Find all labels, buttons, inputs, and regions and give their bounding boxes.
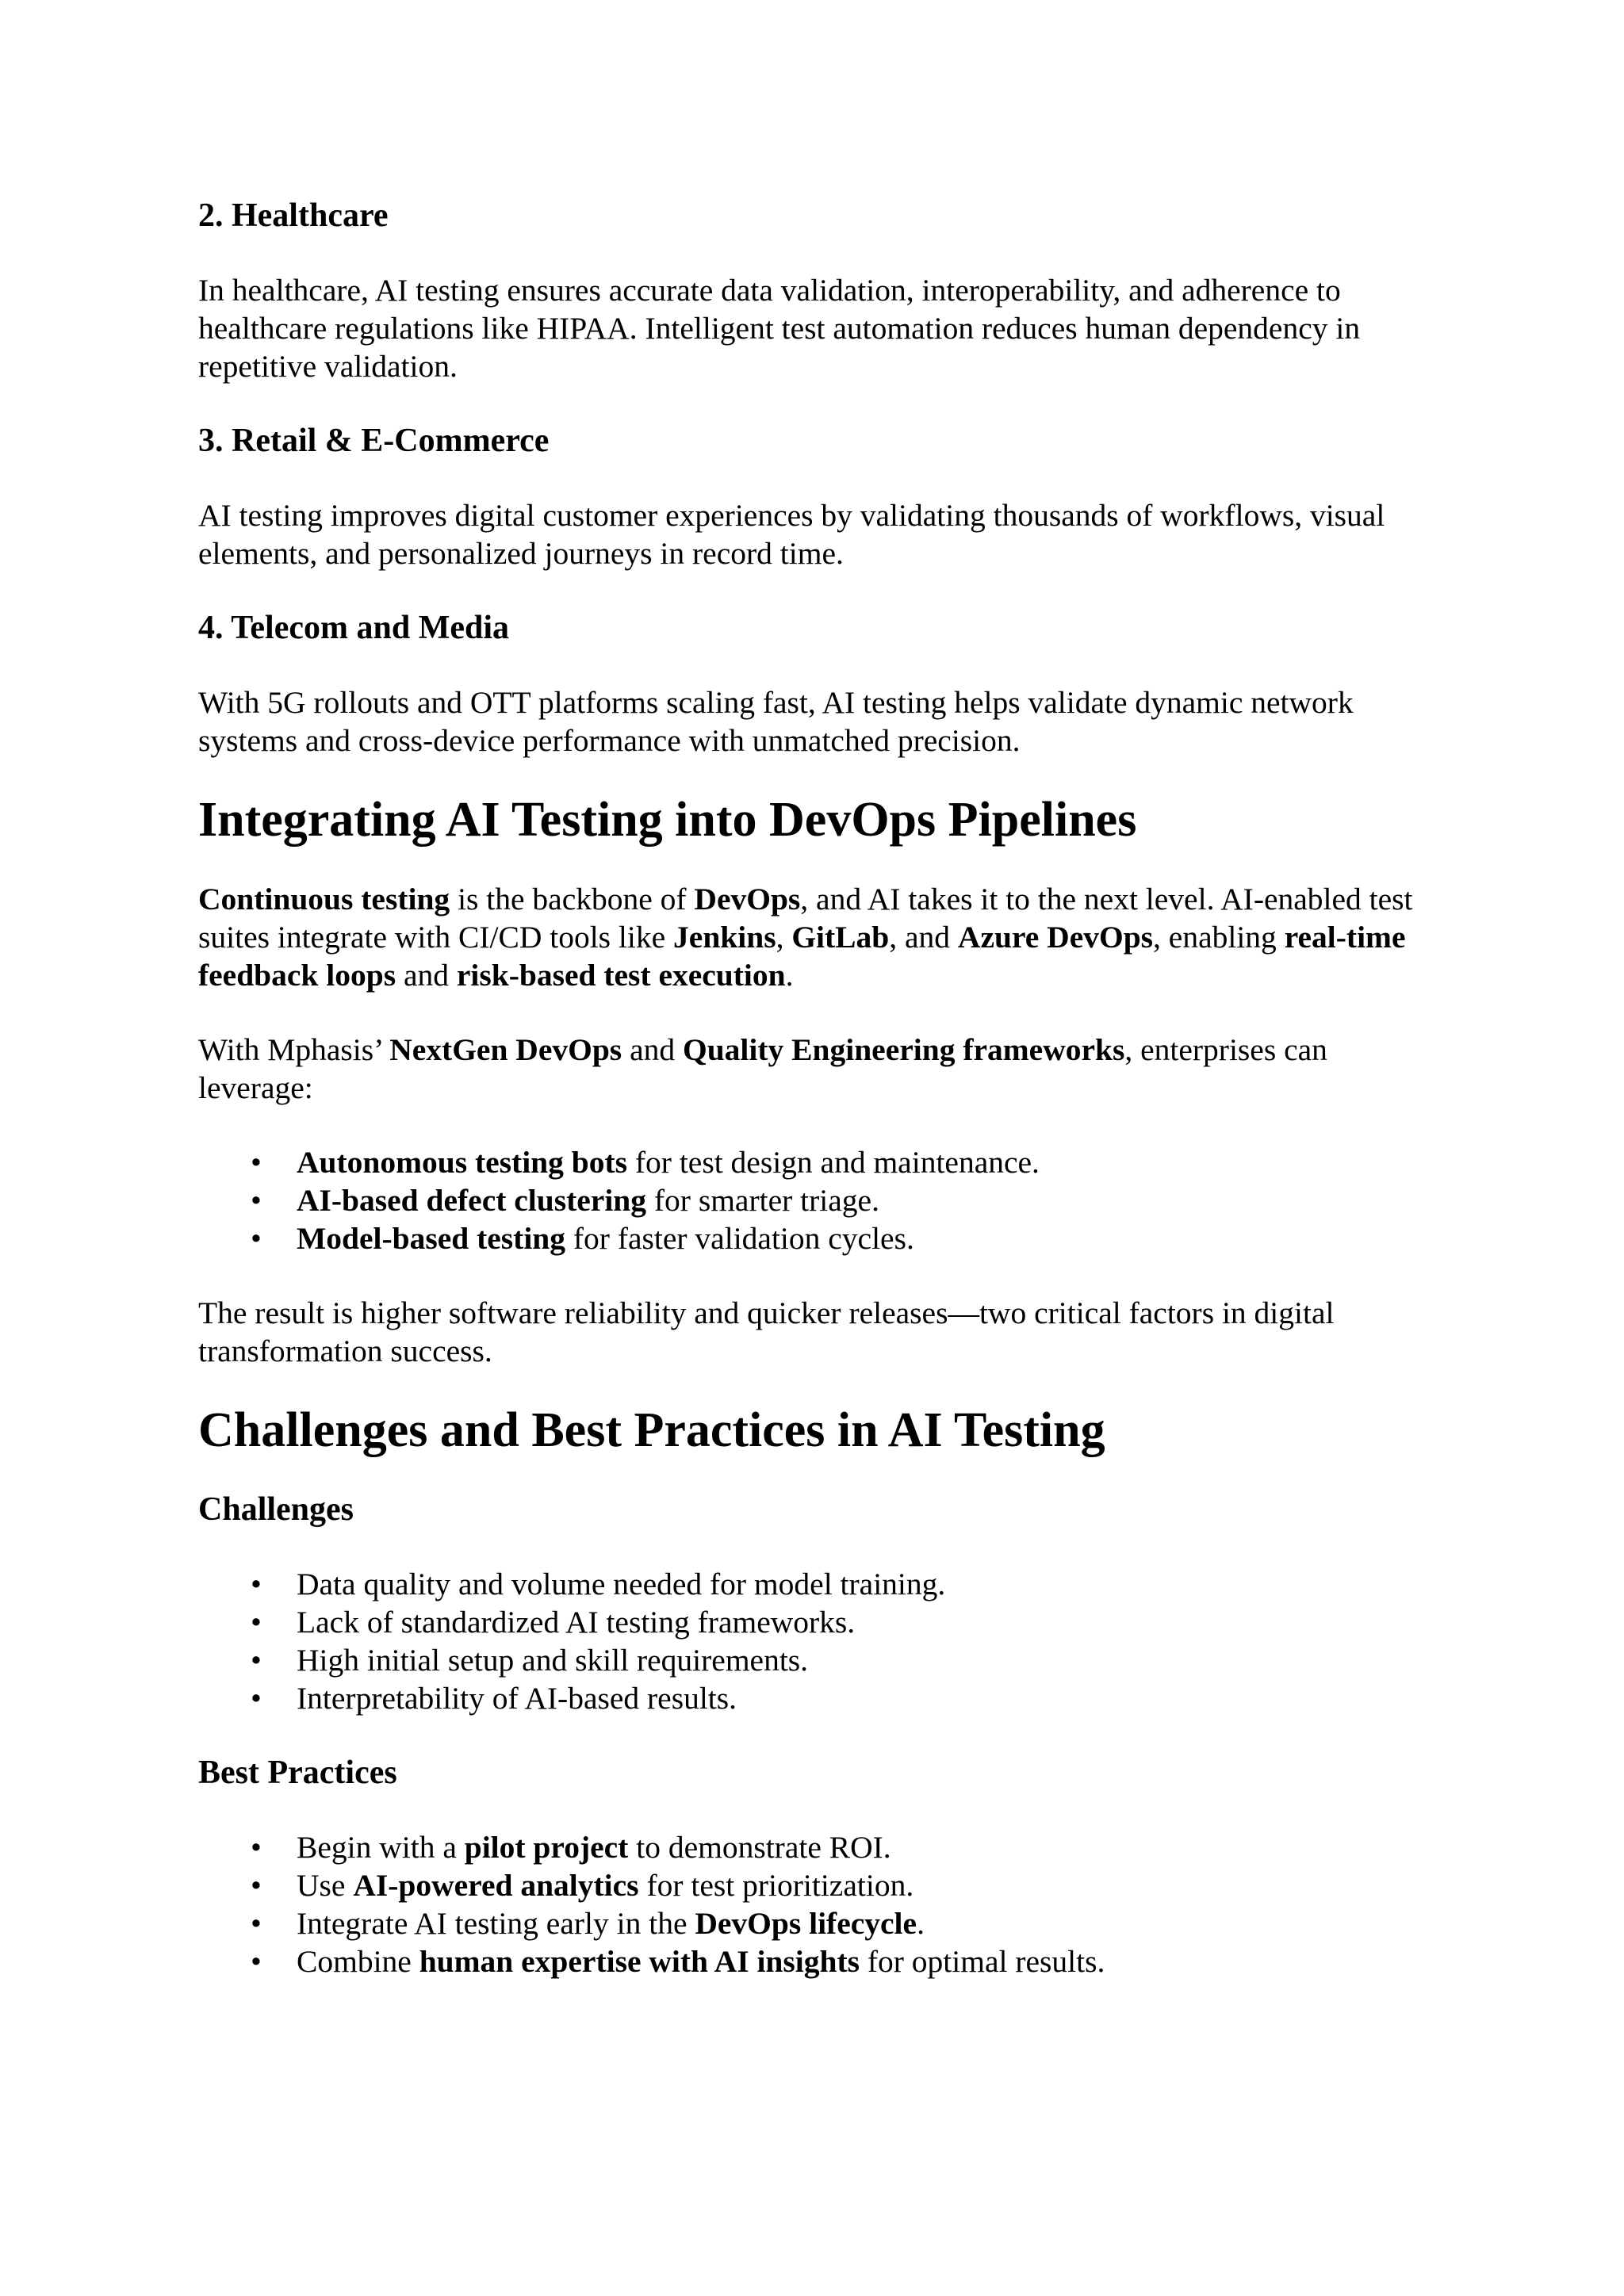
list-item bbox=[198, 1904, 1435, 1942]
bold-text: GitLab bbox=[791, 920, 890, 955]
bullet-icon: • bbox=[251, 1183, 262, 1218]
bullet-icon: • bbox=[251, 1906, 262, 1941]
bold-text: Jenkins bbox=[673, 920, 776, 955]
text-run: Data quality and volume needed for model training. bbox=[297, 1567, 946, 1601]
devops-paragraph bbox=[198, 880, 1435, 994]
telecom-heading: 4. Telecom and Media bbox=[198, 610, 510, 646]
bold-text: AI-powered analytics bbox=[353, 1868, 639, 1903]
list-item bbox=[198, 1219, 1435, 1257]
bold-text: AI-based defect clustering bbox=[297, 1183, 647, 1218]
telecom-paragraph: With 5G rollouts and OTT platforms scaling fast, AI testing helps validate dynamic network systems and cross-device performance with unmatched precision. bbox=[198, 685, 1354, 758]
text-run: for smarter triage. bbox=[646, 1183, 879, 1218]
bold-text: Azure DevOps bbox=[957, 920, 1154, 955]
healthcare-paragraph: In healthcare, AI testing ensures accurate data validation, interoperability, and adherence to healthcare regulations like HIPAA. Intelligent test automation reduces human dependency in repetitive validation. bbox=[198, 273, 1361, 384]
bold-text: Quality Engineering frameworks bbox=[682, 1032, 1125, 1067]
list-item bbox=[198, 1828, 1435, 1866]
bullet-icon: • bbox=[251, 1944, 262, 1979]
text-run: With Mphasis’ bbox=[198, 1032, 390, 1067]
bold-text: NextGen DevOps bbox=[389, 1032, 622, 1067]
healthcare-heading: 2. Healthcare bbox=[198, 197, 389, 234]
list-item bbox=[198, 1603, 1435, 1641]
text-run: for optimal results. bbox=[859, 1944, 1105, 1979]
best-practices-list bbox=[198, 1828, 1435, 1980]
text-run: for faster validation cycles. bbox=[565, 1221, 914, 1256]
text-run: Use bbox=[297, 1868, 354, 1903]
bullet-icon: • bbox=[251, 1605, 262, 1640]
bold-text: real-time feedback loops bbox=[198, 920, 1406, 993]
bold-text: Autonomous testing bots bbox=[297, 1145, 628, 1180]
text-run: , enterprises can leverage: bbox=[198, 1032, 1327, 1105]
bold-text: DevOps lifecycle bbox=[695, 1906, 917, 1941]
text-run: . bbox=[917, 1906, 925, 1941]
document-page bbox=[198, 197, 1435, 1980]
text-run: and bbox=[396, 958, 457, 993]
challenges-list bbox=[198, 1565, 1435, 1717]
challenges-heading: Challenges bbox=[198, 1491, 354, 1528]
challenges-section-heading: Challenges and Best Practices in AI Testing bbox=[198, 1403, 1105, 1457]
text-run: , enabling bbox=[1153, 920, 1285, 955]
text-run: High initial setup and skill requirements. bbox=[297, 1643, 809, 1678]
list-item bbox=[198, 1641, 1435, 1679]
list-item bbox=[198, 1565, 1435, 1603]
text-run: . bbox=[785, 958, 794, 993]
retail-paragraph: AI testing improves digital customer experiences by validating thousands of workflows, visual elements, and personalized journeys in record time. bbox=[198, 498, 1385, 571]
list-item bbox=[198, 1942, 1435, 1980]
mphasis-paragraph bbox=[198, 1031, 1435, 1107]
text-run: Interpretability of AI-based results. bbox=[297, 1681, 737, 1716]
list-item bbox=[198, 1143, 1435, 1181]
result-paragraph: The result is higher software reliability and quicker releases—two critical factors in digital transformation success. bbox=[198, 1295, 1335, 1368]
text-run: and bbox=[622, 1032, 683, 1067]
text-run: , and bbox=[889, 920, 958, 955]
text-run: Combine bbox=[297, 1944, 419, 1979]
text-run: , bbox=[776, 920, 792, 955]
bold-text: human expertise with AI insights bbox=[419, 1944, 860, 1979]
best-practices-heading: Best Practices bbox=[198, 1755, 397, 1791]
bullet-icon: • bbox=[251, 1868, 262, 1903]
list-item bbox=[198, 1679, 1435, 1717]
text-run: for test design and maintenance. bbox=[627, 1145, 1040, 1180]
bold-text: risk-based test execution bbox=[456, 958, 786, 993]
bold-text: DevOps bbox=[694, 882, 801, 916]
text-run: , and AI takes it to the next level. AI-enabled test suites integrate with CI/CD tools like bbox=[198, 882, 1413, 955]
devops-bullet-list bbox=[198, 1143, 1435, 1257]
text-run: Integrate AI testing early in the bbox=[297, 1906, 695, 1941]
text-run: for test prioritization. bbox=[638, 1868, 914, 1903]
bold-text: Model-based testing bbox=[297, 1221, 566, 1256]
list-item bbox=[198, 1181, 1435, 1219]
bullet-icon: • bbox=[251, 1681, 262, 1716]
bold-text: pilot project bbox=[464, 1830, 629, 1865]
bullet-icon: • bbox=[251, 1221, 262, 1256]
retail-heading: 3. Retail & E-Commerce bbox=[198, 423, 550, 459]
devops-heading: Integrating AI Testing into DevOps Pipelines bbox=[198, 793, 1137, 847]
text-run: Lack of standardized AI testing frameworks. bbox=[297, 1605, 856, 1640]
bullet-icon: • bbox=[251, 1643, 262, 1678]
text-run: is the backbone of bbox=[450, 882, 695, 916]
bold-text: Continuous testing bbox=[198, 882, 450, 916]
bullet-icon: • bbox=[251, 1567, 262, 1601]
bullet-icon: • bbox=[251, 1830, 262, 1865]
text-run: to demonstrate ROI. bbox=[628, 1830, 891, 1865]
bullet-icon: • bbox=[251, 1145, 262, 1180]
list-item bbox=[198, 1866, 1435, 1904]
text-run: Begin with a bbox=[297, 1830, 465, 1865]
